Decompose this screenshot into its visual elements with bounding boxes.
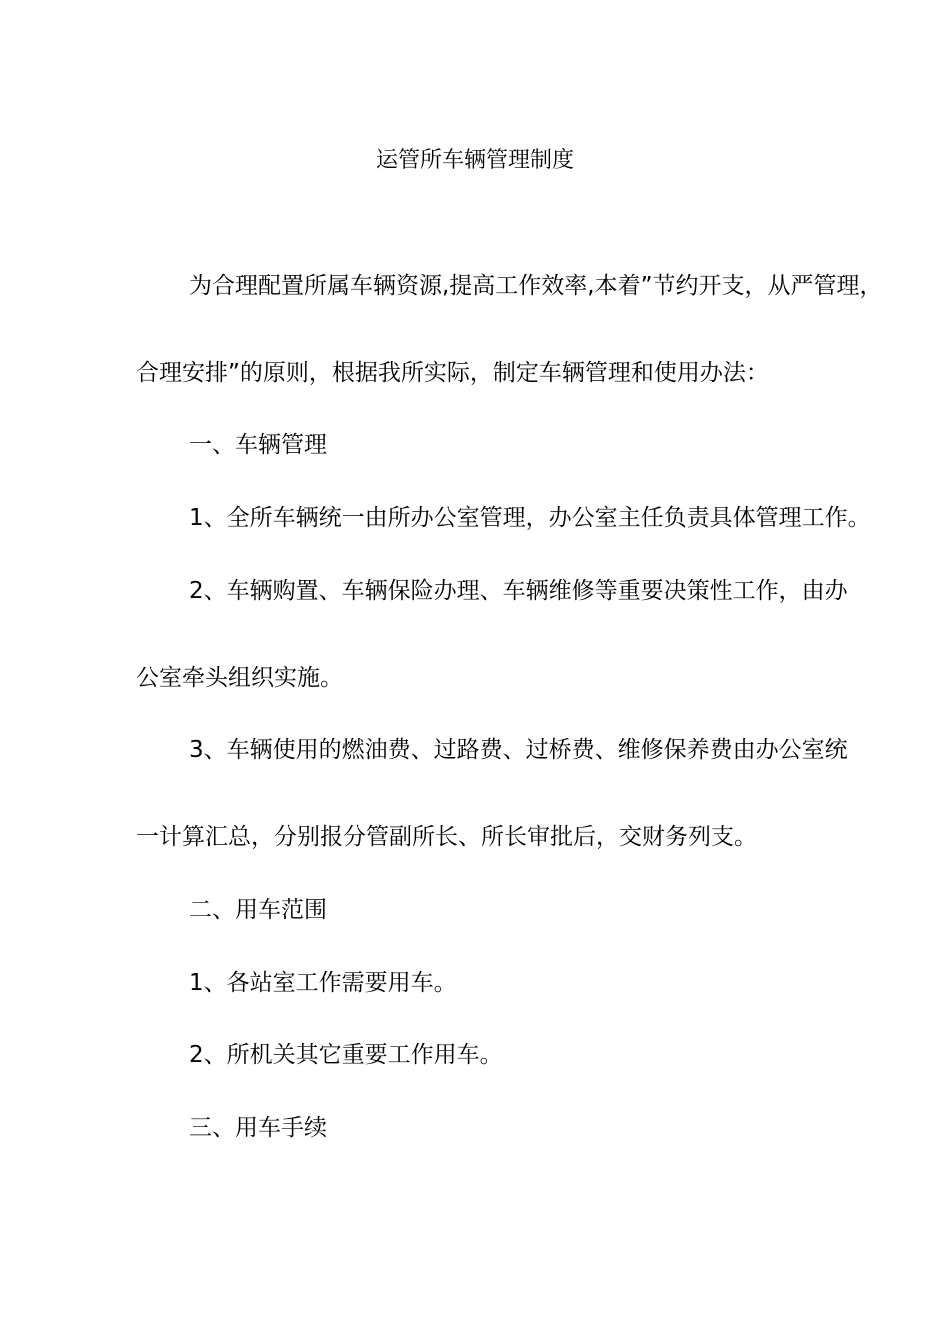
item-1-1: 1、全所车辆统一由所办公室管理，办公室主任负责具体管理工作。 [189, 505, 871, 531]
paragraph-intro-line-2: 合理安排”的原则，根据我所实际，制定车辆管理和使用办法： [136, 360, 769, 386]
section-heading-3: 三、用车手续 [189, 1115, 327, 1141]
item-1-3-line-2: 一计算汇总，分别报分管副所长、所长审批后，交财务列支。 [136, 824, 757, 850]
paragraph-intro-line-1: 为合理配置所属车辆资源,提高工作效率,本着”节约开支，从严管理， [189, 273, 883, 299]
item-1-2-line-1: 2、车辆购置、车辆保险办理、车辆维修等重要决策性工作，由办 [189, 578, 848, 604]
section-heading-1: 一、车辆管理 [189, 432, 327, 458]
item-1-2-line-2: 公室牵头组织实施。 [136, 665, 343, 691]
item-2-1: 1、各站室工作需要用车。 [189, 970, 457, 996]
item-2-2: 2、所机关其它重要工作用车。 [189, 1042, 503, 1068]
document-title: 运管所车辆管理制度 [375, 148, 574, 173]
item-1-3-line-1: 3、车辆使用的燃油费、过路费、过桥费、维修保养费由办公室统 [189, 737, 848, 763]
section-heading-2: 二、用车范围 [189, 897, 327, 923]
